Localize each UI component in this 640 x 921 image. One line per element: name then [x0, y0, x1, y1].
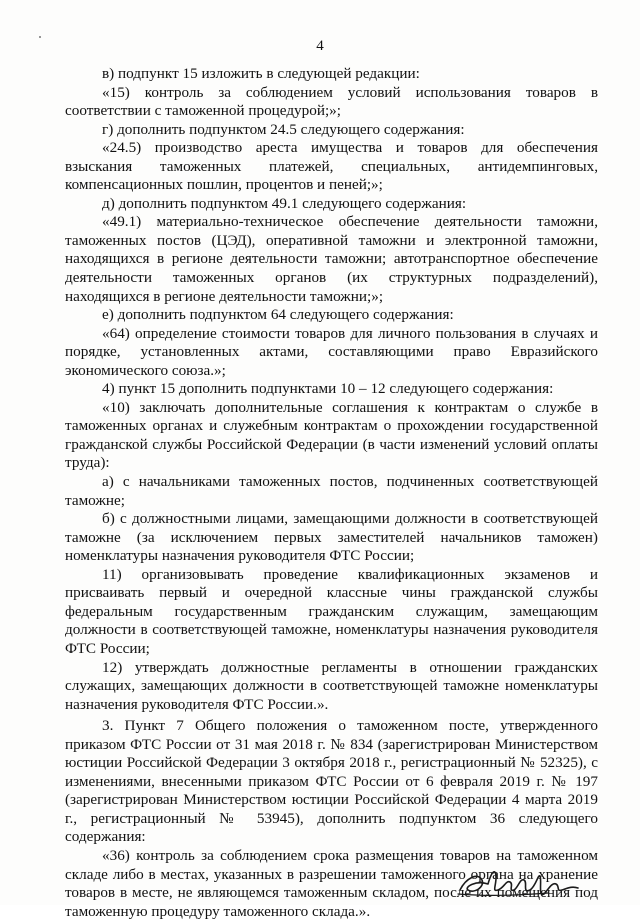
- document-body: [65, 65, 598, 921]
- paragraph-9: 4) пункт 15 дополнить подпунктами 10 – 12 следующего содержания:: [102, 380, 554, 398]
- paragraph-16: «36) контроль за соблюдением срока размещения товаров на таможенном складе либо в местах, указанных в разрешении таможенного органа на хранение товаров в месте, не являющемся таможенным складом, после их помещения под таможенную процедуру таможенного склада.».: [65, 846, 598, 920]
- paragraph-7: е) дополнить подпунктом 64 следующего содержания:: [102, 306, 454, 324]
- paragraph-10: «10) заключать дополнительные соглашения к контрактам о службе в таможенных органах и служебным контрактам о прохождении государственной гражданской службы Российской Федерации (в части изменений условий оплаты труда):: [65, 398, 598, 472]
- paragraph-12: б) с должностными лицами, замещающими должности в соответствующей таможне (за исключением первых заместителей начальников таможен) номенклатуры назначения руководителя ФТС России;: [65, 510, 598, 565]
- handwritten-signature-icon: [452, 860, 582, 902]
- paragraph-5: д) дополнить подпунктом 49.1 следующего содержания:: [102, 194, 467, 212]
- paragraph-6: «49.1) материально-техническое обеспечение деятельности таможни, таможенных постов (ЦЭД), оперативной таможни и электронной таможни, находящихся в регионе деятельности таможни; автотранспортное обеспечение деятельности таможенных органов (их структурных подразделений), находящихся в регионе деятельности таможни;»;: [65, 213, 598, 305]
- paragraph-15: 3. Пункт 7 Общего положения о таможенном посте, утвержденного приказом ФТС России от 31 мая 2018 г. № 834 (зарегистрирован Министерством юстиции Российской Федерации 3 октября 2018 г., регистрационный № 52325), с изменениями, внесенными приказом ФТС России от 6 февраля 2019 г. № 197 (зарегистрирован Министерством юстиции Российской Федерации 4 марта 2019 г., регистрационный № 53945), дополнить подпунктом 36 следующего содержания:: [65, 717, 598, 846]
- paragraph-14: 12) утверждать должностные регламенты в отношении гражданских служащих, замещающих должности в соответствующей таможне номенклатуры назначения руководителя ФТС России.».: [65, 658, 598, 713]
- paragraph-1: в) подпункт 15 изложить в следующей редакции:: [102, 65, 420, 82]
- paragraph-2: «15) контроль за соблюдением условий использования товаров в соответствии с таможенной процедурой;»;: [65, 83, 598, 120]
- paragraph-4: «24.5) производство ареста имущества и товаров для обеспечения взыскания таможенных платежей, специальных, антидемпинговых, компенсационных пошлин, процентов и пеней;»;: [65, 139, 598, 194]
- page-number: 4: [316, 38, 324, 54]
- paragraph-13: 11) организовывать проведение квалификационных экзаменов и присваивать первый и очередной классные чины гражданской службы федеральным государственным гражданским служащим, замещающим должности в соответствующей таможне, номенклатуры назначения руководителя ФТС России;: [65, 565, 598, 657]
- paragraph-11: а) с начальниками таможенных постов, подчиненных соответствующей таможне;: [65, 473, 598, 509]
- paragraph-8: «64) определение стоимости товаров для личного пользования в случаях и порядке, установленных актами, составляющими право Евразийского экономического союза.»;: [65, 324, 598, 379]
- paragraph-3: г) дополнить подпунктом 24.5 следующего содержания:: [102, 120, 465, 138]
